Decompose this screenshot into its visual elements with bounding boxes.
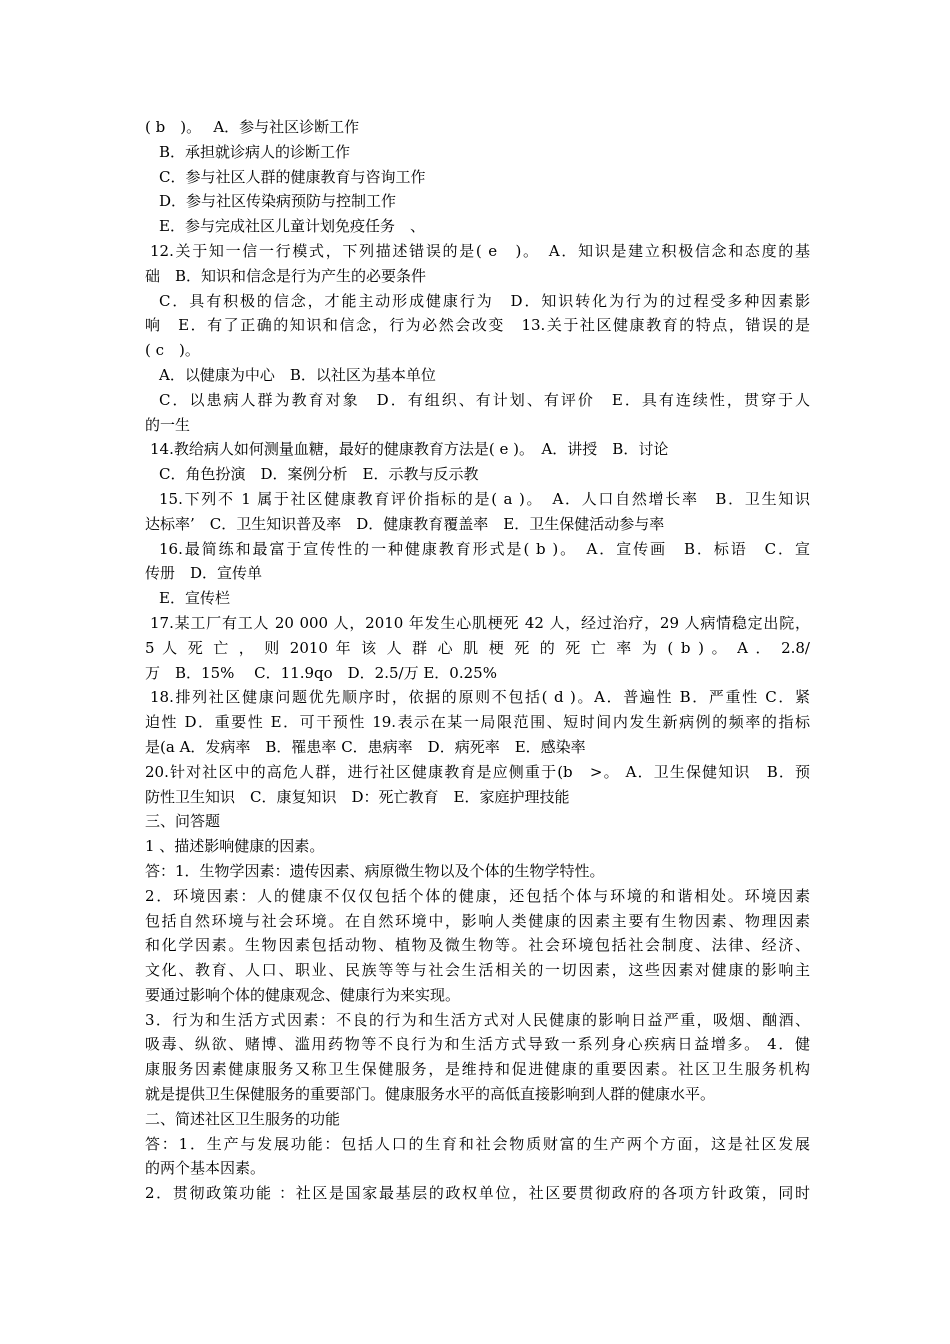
text-line: 康服务因素健康服务又称卫生保健服务，是维持和促进健康的重要因素。社区卫生服务机构 bbox=[145, 1060, 810, 1079]
text-line: D．参与社区传染病预防与控制工作 bbox=[159, 192, 397, 211]
text-line: E．参与完成社区儿童计划免疫任务 、 bbox=[159, 217, 425, 236]
text-line: 迫性 D．重要性 E．可干预性 19.表示在某一局限范围、短时间内发生新病例的频率的指标 bbox=[145, 713, 810, 732]
text-line: 12.关于知一信一行模式，下列描述错误的是( e )。 A．知识是建立积极信念和态度的基 bbox=[150, 241, 810, 260]
text-line: C．角色扮演 D．案例分析 E．示教与反示教 bbox=[159, 465, 479, 484]
text-line: 就是提供卫生保健服务的重要部门。健康服务水平的高低直接影响到人群的健康水平。 bbox=[145, 1085, 716, 1104]
text-line: 的一生 bbox=[145, 415, 191, 434]
text-line: 15.下列不 1 属于社区健康教育评价指标的是( a )。 A．人口自然增长率 B．卫生知识 bbox=[159, 489, 810, 508]
text-line: 18.排列社区健康问题优先顺序时，依据的原则不包括( d )。A．普遍性 B．严重性 C．紧 bbox=[150, 688, 810, 707]
text-line: 答：1．生产与发展功能：包括人口的生育和社会物质财富的生产两个方面，这是社区发展 bbox=[145, 1134, 810, 1153]
text-line: 是(a A．发病率 B．罹患率 C．患病率 D．病死率 E．感染率 bbox=[145, 737, 586, 756]
text-line: C．具有积极的信念，才能主动形成健康行为 D．知识转化为行为的过程受多种因素影 bbox=[159, 291, 810, 310]
text-line: B．承担就诊病人的诊断工作 bbox=[159, 142, 351, 161]
text-line: 响 E．有了正确的知识和信念，行为必然会改变 13.关于社区健康教育的特点，错误的是 bbox=[145, 316, 810, 335]
text-line: 的两个基本因素。 bbox=[145, 1159, 266, 1178]
text-line: 三、问答题 bbox=[145, 812, 221, 831]
text-line: 包括自然环境与社会环境。在自然环境中，影响人类健康的因素主要有生物因素、物理因素 bbox=[145, 911, 810, 930]
text-line: 二、简述社区卫生服务的功能 bbox=[145, 1109, 341, 1128]
text-line: 万 B．15% C．11.9qo D．2.5/万 E．0.25% bbox=[145, 663, 497, 682]
text-line: 5 人 死 亡 ， 则 2010 年 该 人 群 心 肌 梗 死 的 死 亡 率 为 ( b ) 。 A ． 2.8/ bbox=[145, 638, 810, 657]
text-line: 1 、描述影响健康的因素。 bbox=[145, 837, 325, 856]
text-line: 答：1．生物学因素：遗传因素、病原微生物以及个体的生物学特性。 bbox=[145, 861, 605, 880]
text-line: ( c )。 bbox=[145, 341, 200, 360]
text-line: 吸毒、纵欲、赌博、滥用药物等不良行为和生活方式导致一系列身心疾病日益增多。 4．健 bbox=[145, 1035, 810, 1054]
text-line: 防性卫生知识 C．康复知识 D：死亡教育 E．家庭护理技能 bbox=[145, 787, 570, 806]
text-line: 达标率’ C．卫生知识普及率 D．健康教育覆盖率 E．卫生保健活动参与率 bbox=[145, 514, 665, 533]
text-line: 2．贯彻政策功能 ：社区是国家最基层的政权单位，社区要贯彻政府的各项方针政策，同时 bbox=[145, 1184, 810, 1203]
text-line: 础 B．知识和信念是行为产生的必要条件 bbox=[145, 266, 427, 285]
text-line: 传册 D．宣传单 bbox=[145, 564, 263, 583]
text-line: 14.教给病人如何测量血糖，最好的健康教育方法是( e )。 A．讲授 B．讨论 bbox=[150, 440, 669, 459]
text-line: ( b )。 A．参与社区诊断工作 bbox=[145, 118, 360, 136]
text-line: 和化学因素。生物因素包括动物、植物及微生物等。社会环境包括社会制度、法律、经济、 bbox=[145, 936, 810, 955]
text-line: C．参与社区人群的健康教育与咨询工作 bbox=[159, 167, 426, 186]
text-line: C．以患病人群为教育对象 D．有组织、有计划、有评价 E．具有连续性，贯穿于人 bbox=[159, 390, 810, 409]
text-line: 文化、教育、人口、职业、民族等等与社会生活相关的一切因素，这些因素对健康的影响主 bbox=[145, 961, 810, 980]
text-line: E．宣传栏 bbox=[159, 589, 230, 608]
text-line: 3．行为和生活方式因素：不良的行为和生活方式对人民健康的影响日益严重，吸烟、酗酒、 bbox=[145, 1010, 810, 1029]
text-line: 20.针对社区中的高危人群，进行社区健康教育是应侧重于(b >。 A．卫生保健知识 B．预 bbox=[145, 762, 810, 781]
text-line: 2．环境因素：人的健康不仅仅包括个体的健康，还包括个体与环境的和谐相处。环境因素 bbox=[145, 886, 810, 905]
text-line: 17.某工厂有工人 20 000 人，2010 年发生心肌梗死 42 人，经过治疗，29 人病情稳定出院， bbox=[150, 613, 810, 632]
text-line: 16.最简练和最富于宣传性的一种健康教育形式是( b )。 A．宣传画 B．标语 C．宣 bbox=[159, 539, 810, 558]
text-line: A．以健康为中心 B．以社区为基本单位 bbox=[159, 365, 436, 384]
text-line: 要通过影响个体的健康观念、健康行为来实现。 bbox=[145, 985, 461, 1004]
document-page bbox=[145, 115, 810, 1206]
